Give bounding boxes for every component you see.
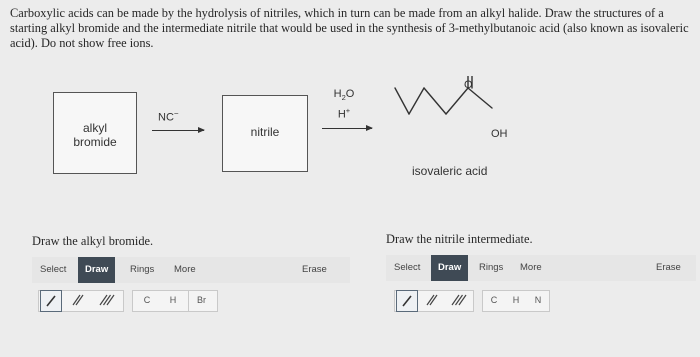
reagent-acid-water (330, 88, 358, 122)
bond-methyl-1 (395, 88, 409, 114)
alkyl-bromide-box (53, 92, 137, 174)
box1-label-line2: bromide (73, 135, 117, 149)
left-rings-button[interactable]: Rings (130, 264, 155, 275)
left-draw-button[interactable]: Draw (78, 257, 115, 283)
product-oh-label: OH (491, 128, 508, 140)
right-select-button[interactable]: Select (394, 262, 421, 273)
reagent-proton-charge: + (345, 106, 351, 116)
left-select-button[interactable]: Select (40, 264, 67, 275)
double-bond-icon (424, 293, 440, 307)
right-single-bond-tool[interactable] (396, 290, 418, 312)
nitrile-box (222, 95, 308, 172)
left-panel-toolbar (32, 257, 350, 283)
left-erase-button[interactable]: Erase (302, 264, 327, 275)
right-tool-row (394, 290, 594, 312)
right-panel-toolbar (386, 255, 696, 281)
right-element-c[interactable]: C (490, 295, 498, 305)
triple-bond-icon (450, 293, 468, 307)
reagent-water-h: H (333, 88, 342, 100)
right-panel-title: Draw the nitrile intermediate. (386, 232, 533, 246)
isovaleric-acid-structure (388, 76, 528, 156)
reagent-cyanide (158, 109, 179, 124)
reagent-proton (330, 104, 358, 122)
bond-backbone-1 (424, 88, 446, 114)
left-panel-title: Draw the alkyl bromide. (32, 234, 154, 248)
right-draw-button[interactable]: Draw (431, 255, 468, 281)
left-triple-bond-tool[interactable] (93, 290, 121, 312)
reagent-cyanide-text: NC (158, 111, 174, 124)
triple-bond-icon (98, 293, 116, 307)
left-more-button[interactable]: More (174, 264, 196, 275)
left-element-br[interactable]: Br (188, 290, 214, 312)
reagent-water (330, 88, 358, 104)
product-name: isovaleric acid (412, 164, 488, 178)
left-double-bond-tool[interactable] (65, 290, 91, 312)
single-bond-icon (44, 294, 58, 308)
right-rings-button[interactable]: Rings (479, 262, 504, 273)
question-text: Carboxylic acids can be made by the hydrolysis of nitriles, which in turn can be made from an alkyl halide. Draw the structures of a starting alkyl bromide and the intermediate nitrile that would be used in the synthesis of 3-methylbutanoic acid (also known as isovaleric acid). Do not show free ions. (10, 6, 689, 50)
left-single-bond-tool[interactable] (40, 290, 62, 312)
right-erase-button[interactable]: Erase (656, 262, 681, 273)
reaction-arrow-1 (152, 130, 204, 131)
reagent-cyanide-charge: − (173, 109, 179, 118)
product-oxygen-label: O (464, 79, 473, 91)
right-more-button[interactable]: More (520, 262, 542, 273)
left-element-c[interactable]: C (143, 295, 151, 305)
bond-methyl-2 (409, 88, 424, 114)
box1-label-line1: alkyl (82, 121, 107, 135)
reaction-arrow-2 (322, 128, 372, 129)
left-tool-row (38, 290, 258, 312)
reagent-water-sub: 2 (341, 93, 346, 103)
right-double-bond-tool[interactable] (420, 290, 444, 312)
reagent-water-o: O (345, 88, 355, 100)
single-bond-icon (400, 294, 414, 308)
right-triple-bond-tool[interactable] (446, 290, 472, 312)
reagent-proton-h: H (337, 108, 346, 121)
bond-hydroxyl (468, 88, 492, 108)
box2-label: nitrile (250, 125, 280, 139)
double-bond-icon (70, 293, 86, 307)
left-element-h[interactable]: H (169, 295, 177, 305)
right-element-h[interactable]: H (512, 295, 520, 305)
right-element-n[interactable]: N (534, 295, 542, 305)
bond-backbone-2 (446, 88, 468, 114)
